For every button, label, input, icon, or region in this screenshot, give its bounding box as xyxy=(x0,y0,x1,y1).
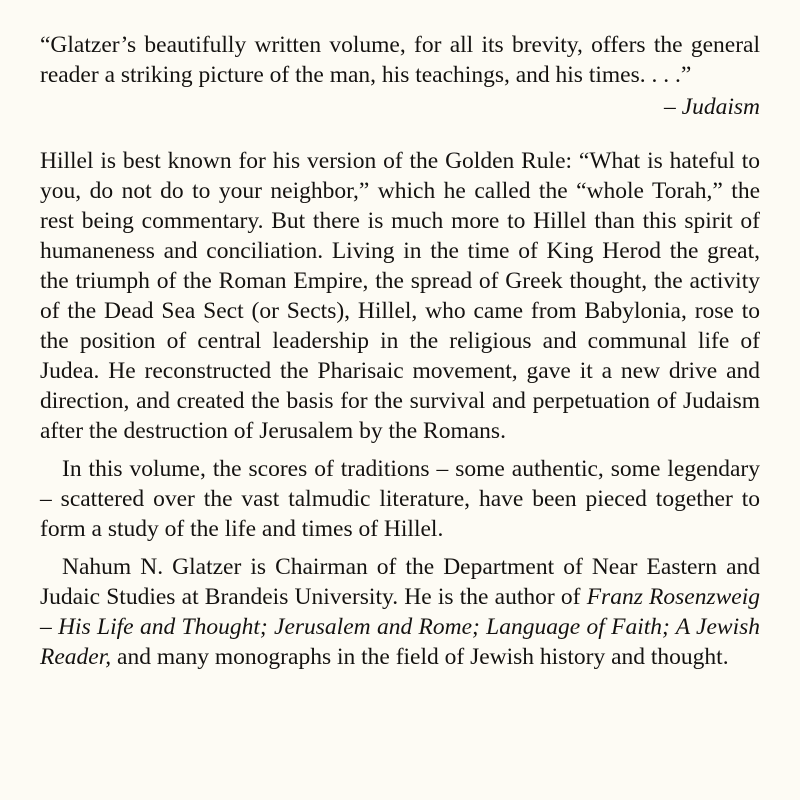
author-works-titles: Franz Rosenzweig – His Life and Thought; Jerusalem and Rome; Language of Faith; A Jewish Reader, xyxy=(40,584,761,670)
paragraph-author-bio xyxy=(40,552,760,672)
review-quote: “Glatzer’s beautifully written volume, for all its brevity, offers the general reader a striking picture of the man, his teachings, and his times. . . .” xyxy=(40,32,760,88)
author-bio-ending: and many monographs in the field of Jewish history and thought. xyxy=(111,644,729,670)
paragraph-hillel-intro: Hillel is best known for his version of the Golden Rule: “What is hateful to you, do not do to your neighbor,” which he called the “whole Torah,” the rest being commentary. But there is much more to Hillel than this spirit of humaneness and conciliation. Living in the time of King Herod the great, the triumph of the Roman Empire, the spread of Greek thought, the activity of the Dead Sea Sect (or Sects), Hillel, who came from Babylonia, rose to the position of central leadership in the religious and communal life of Judea. He reconstructed the Pharisaic movement, gave it a new drive and direction, and created the basis for the survival and perpetuation of Judaism after the destruction of Jerusalem by the Romans. xyxy=(40,148,760,444)
description-body xyxy=(40,146,760,672)
paragraph-volume: In this volume, the scores of traditions – some authentic, some legendary – scattered over the vast talmudic literature, have been pieced together to form a study of the life and times of Hillel. xyxy=(40,456,760,542)
quote-attribution: – Judaism xyxy=(664,94,760,120)
author-bio-text: Nahum N. Glatzer is Chairman of the Department of Near Eastern and Judaic Studies at Brandeis University. He is the author of xyxy=(40,554,760,610)
